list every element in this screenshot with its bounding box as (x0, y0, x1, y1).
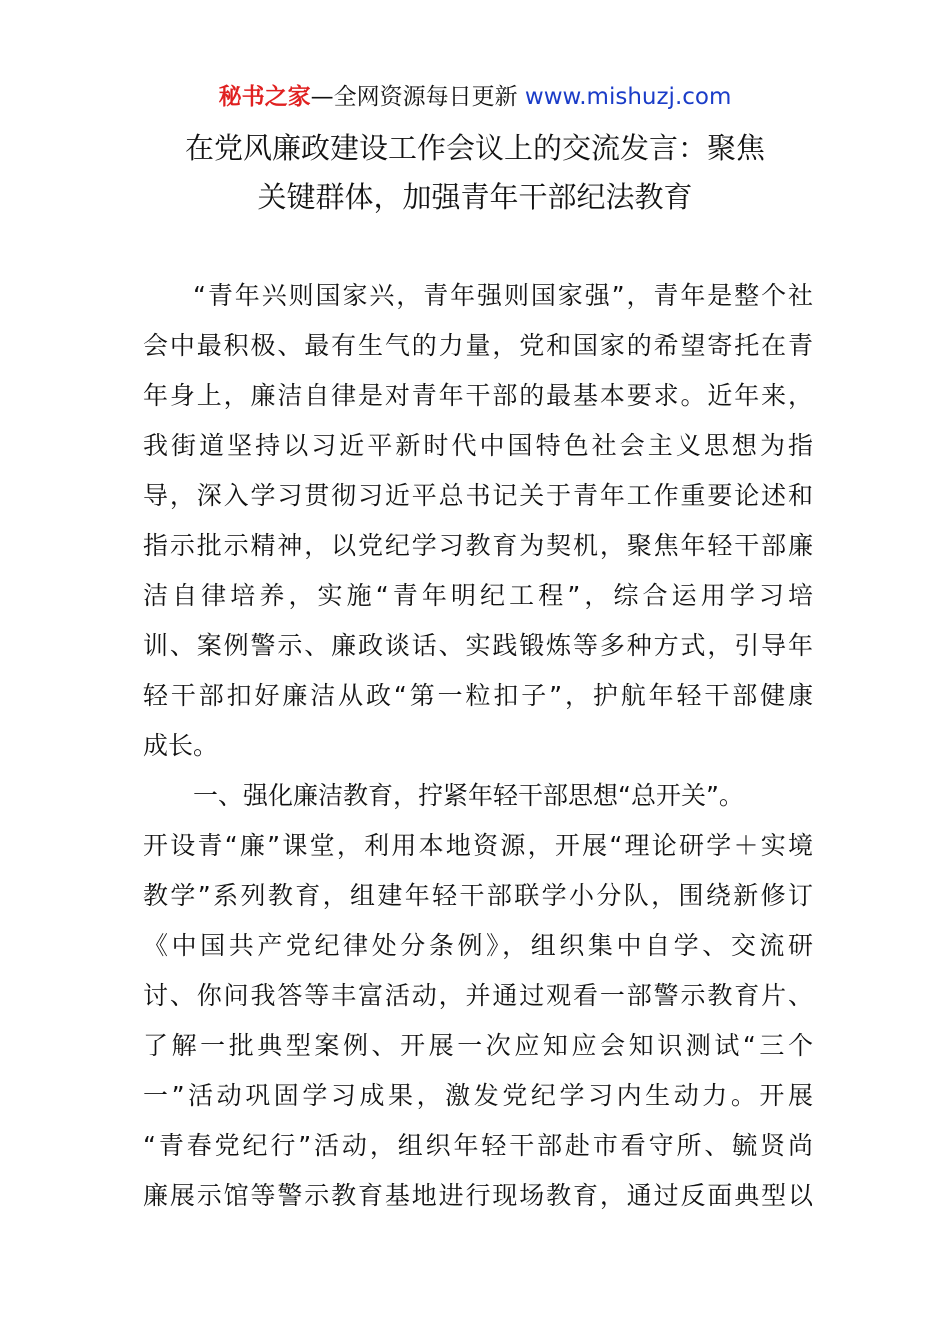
document-body (143, 271, 813, 1221)
paragraph-line: 会中最积极、最有生气的力量，党和国家的希望寄托在青 (143, 331, 813, 360)
paragraph-line: 洁自律培养，实施“青年明纪工程”，综合运用学习培 (143, 581, 813, 610)
paragraph-line: 年身上，廉洁自律是对青年干部的最基本要求。近年来， (143, 381, 813, 410)
site-header (0, 80, 950, 114)
paragraph-line: 开设青“廉”课堂，利用本地资源，开展“理论研学＋实境 (143, 831, 813, 860)
site-tagline: —全网资源每日更新 (310, 84, 525, 110)
paragraph-line: “青春党纪行”活动，组织年轻干部赴市看守所、毓贤尚 (143, 1131, 813, 1160)
paragraph-line: 了解一批典型案例、开展一次应知应会知识测试“三个 (143, 1031, 813, 1060)
section-heading-line: 一、强化廉洁教育，拧紧年轻干部思想“总开关”。 (193, 781, 744, 810)
paragraph-line: 训、案例警示、廉政谈话、实践锻炼等多种方式，引导年 (143, 631, 813, 660)
document-title (100, 124, 850, 222)
paragraph-line: 廉展示馆等警示教育基地进行现场教育，通过反面典型以 (143, 1181, 813, 1210)
paragraph-line: 《中国共产党纪律处分条例》，组织集中自学、交流研 (143, 931, 813, 960)
paragraph-line: 讨、你问我答等丰富活动，并通过观看一部警示教育片、 (143, 981, 813, 1010)
paragraph-line: 指示批示精神，以党纪学习教育为契机，聚焦年轻干部廉 (143, 531, 813, 560)
title-line: 关键群体，加强青年干部纪法教育 (257, 180, 693, 214)
paragraph-line: 一”活动巩固学习成果，激发党纪学习内生动力。开展 (143, 1081, 813, 1110)
paragraph-line: 我街道坚持以习近平新时代中国特色社会主义思想为指 (143, 431, 813, 460)
paragraph-line: 教学”系列教育，组建年轻干部联学小分队，围绕新修订 (143, 881, 813, 910)
paragraph-line: 导，深入学习贯彻习近平总书记关于青年工作重要论述和 (143, 481, 813, 510)
site-brand: 秘书之家 (218, 84, 311, 110)
paragraph-line: 成长。 (143, 731, 219, 760)
paragraph-line: 轻干部扣好廉洁从政“第一粒扣子”，护航年轻干部健康 (143, 681, 813, 710)
site-url-link[interactable]: www.mishuzj.com (524, 84, 732, 110)
title-line: 在党风廉政建设工作会议上的交流发言：聚焦 (184, 131, 765, 165)
paragraph-line: “青年兴则国家兴，青年强则国家强”，青年是整个社 (193, 281, 813, 310)
